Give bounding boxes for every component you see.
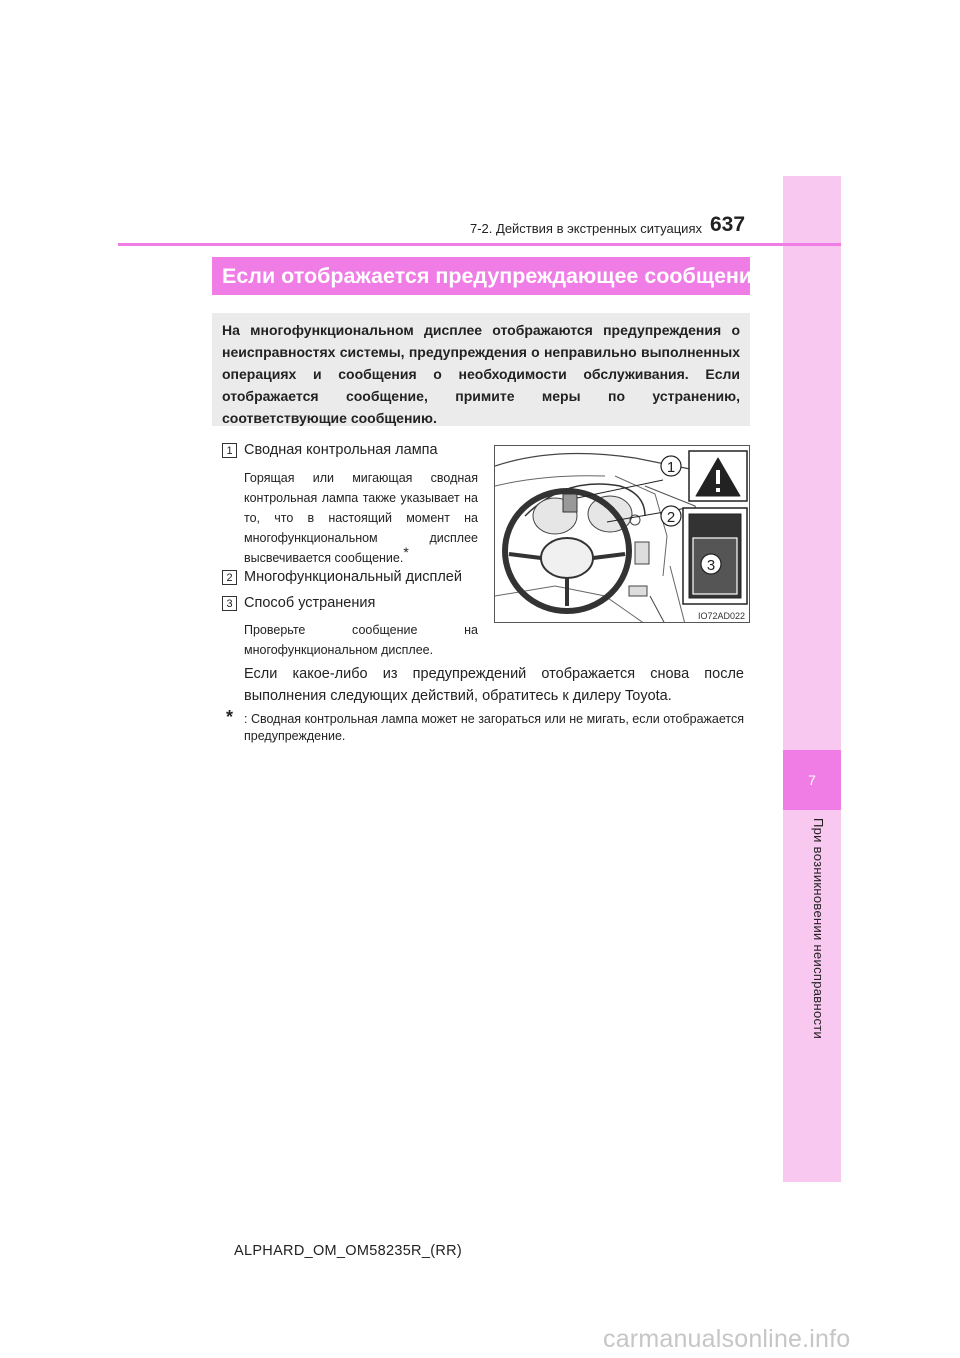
warning-lamp-marker [563,494,577,512]
callout-number-3: 3 [706,557,716,574]
item-description-text: Горящая или мигающая сводная контрольная лампа также указывает на то, что в настоящий момент на многофункциональном дисплее высвечивается сообщение. [244,471,478,565]
header-divider [118,243,841,246]
page-number: 637 [710,213,746,236]
page-title: Если отображается предупреждающее сообщение [212,257,750,295]
footnote-star: * [226,707,234,727]
item-number-badge: 1 [222,443,237,458]
item-number-badge: 2 [222,570,237,585]
chapter-number: 7 [783,750,841,810]
item-title: Способ устранения [244,595,376,611]
watermark: carmanualsonline.info [603,1325,851,1353]
dashboard-drawing [495,446,750,623]
item-number-badge: 3 [222,596,237,611]
chapter-title: При возникновении неисправности [811,818,826,1040]
document-id: ALPHARD_OM_OM58235R_(RR) [234,1243,462,1259]
footnote-text: : Сводная контрольная лампа может не загораться или не мигать, если отображается предупреждение. [244,712,744,743]
section-heading: 7-2. Действия в экстренных ситуациях [470,221,702,236]
item-description: Проверьте сообщение на многофункциональном дисплее. [244,623,478,657]
figure-code: IO72AD022 [697,611,745,621]
item-title: Многофункциональный дисплей [244,569,462,585]
intro-box: На многофункциональном дисплее отображаются предупреждения о неисправностях системы, предупреждения о неправильно выполненных операциях и сообщения о необходимости обслуживания. Если отображается сообщение, примите меры по устранению, соответствующие сообщению. [212,313,750,426]
item-title: Сводная контрольная лампа [244,442,438,458]
item-description [244,468,478,568]
callout-number-1: 1 [666,459,676,476]
dashboard-illustration [494,445,750,623]
footnote-star: * [403,543,409,560]
advice-paragraph: Если какое-либо из предупреждений отображается снова после выполнения следующих действий, обратитесь к дилеру Toyota. [244,666,744,704]
callout-number-2: 2 [666,509,676,526]
